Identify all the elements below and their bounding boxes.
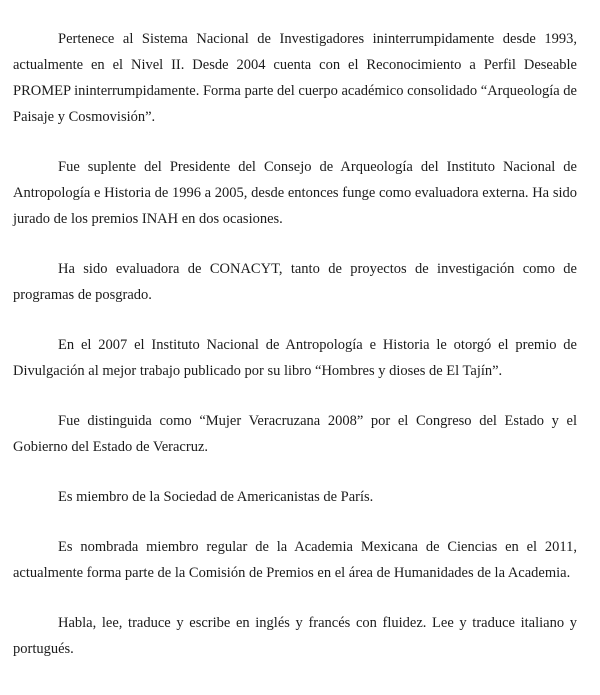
paragraph-academia-mexicana: Es nombrada miembro regular de la Academia Mexicana de Ciencias en el 2011, actualmente forma parte de la Comisión de Premios en el área de Humanidades de la Academia. [13,539,577,581]
paragraph-sociedad-americanistas: Es miembro de la Sociedad de Americanistas de París. [58,489,374,505]
paragraph-conacyt-evaluadora: Ha sido evaluadora de CONACYT, tanto de proyectos de investigación como de programas de posgrado. [13,261,577,303]
paragraph-premio-divulgacion: En el 2007 el Instituto Nacional de Antropología e Historia le otorgó el premio de Divulgación al mejor trabajo publicado por su libro “Hombres y dioses de El Tajín”. [13,337,577,379]
paragraph-consejo-arqueologia: Fue suplente del Presidente del Consejo de Arqueología del Instituto Nacional de Antropología e Historia de 1996 a 2005, desde entonces funge como evaluadora externa. Ha sido jurado de los premios INAH en dos ocasiones. [13,159,577,227]
paragraph-mujer-veracruzana: Fue distinguida como “Mujer Veracruzana 2008” por el Congreso del Estado y el Gobierno del Estado de Veracruz. [13,413,577,455]
paragraph-idiomas: Habla, lee, traduce y escribe en inglés y francés con fluidez. Lee y traduce italiano y portugués. [13,615,577,657]
paragraph-sni-membership: Pertenece al Sistema Nacional de Investigadores ininterrumpidamente desde 1993, actualmente en el Nivel II. Desde 2004 cuenta con el Reconocimiento a Perfil Deseable PROMEP ininterrumpidamente. Forma parte del cuerpo académico consolidado “Arqueología de Paisaje y Cosmovisión”. [13,31,577,125]
